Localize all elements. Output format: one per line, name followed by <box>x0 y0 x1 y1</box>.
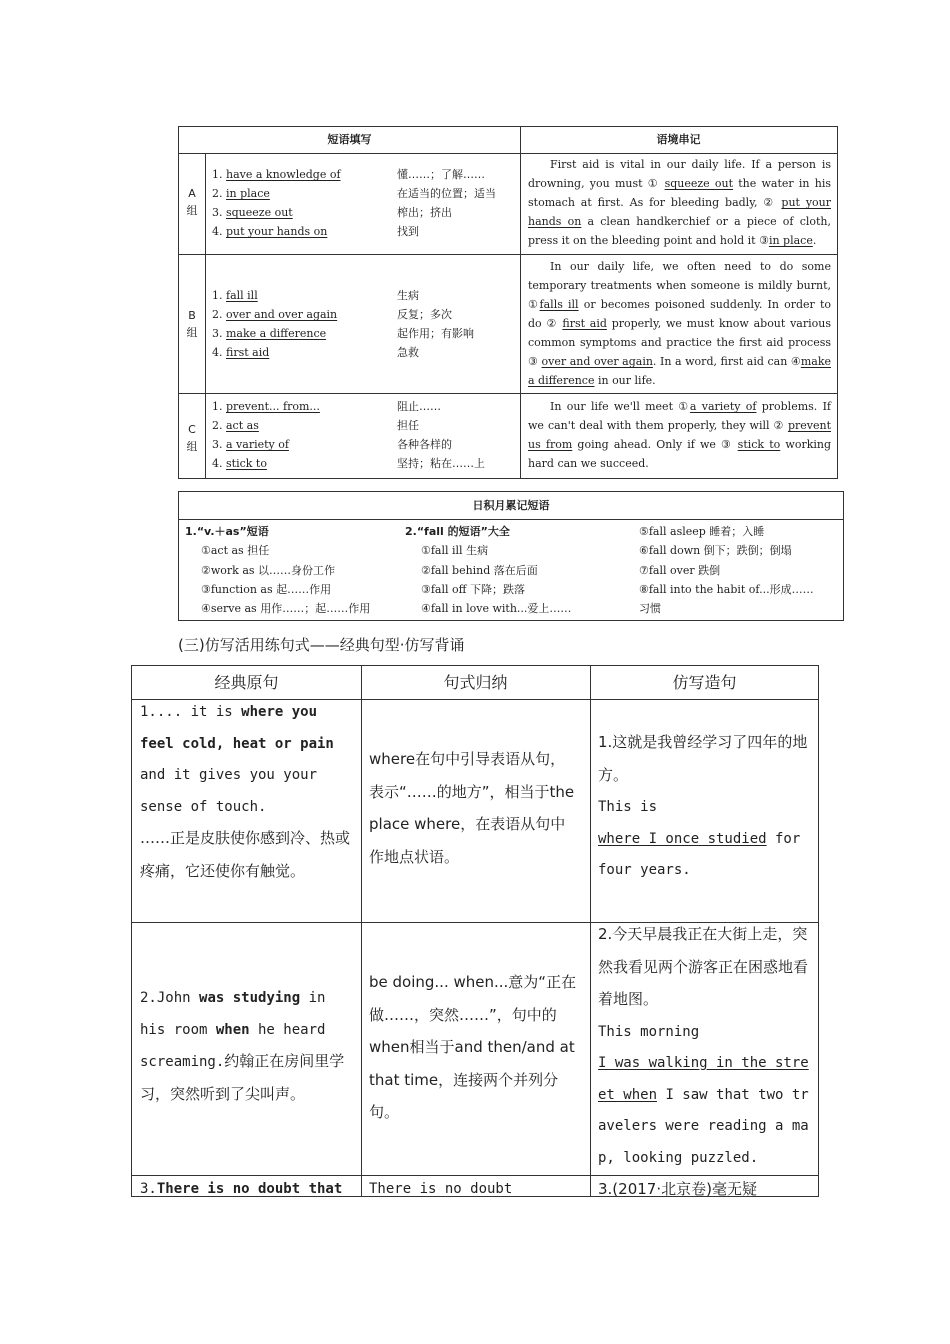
phrase-item: 4. stick to 坚持；粘在……上 <box>212 457 485 470</box>
row2-answer: I was walking in the street when <box>598 1055 809 1103</box>
row1-pattern: where在句中引导表语从句，表示“……的地方”，相当于the place where，在表语从句中作地点状语。 <box>369 750 575 866</box>
phrase-chinese: 阻止…… <box>397 400 441 413</box>
phrase-chinese: 懂……；了解…… <box>397 168 485 181</box>
header-original: 经典原句 <box>214 673 279 692</box>
phrase-entry: ④serve as 用作……；起……作用 <box>201 602 371 616</box>
col-fall-more <box>639 522 814 618</box>
phrase-english: first aid <box>226 346 270 359</box>
phrase-entry: ④fall in love with...爱上…… <box>421 602 572 616</box>
answer-blank: first aid <box>562 317 607 330</box>
phrase-entry: 习惯 <box>639 602 661 616</box>
context-paragraph: In our life we'll meet ①a variety of problems. If we can't deal with them properly, they will ② prevent us from going ahead. Only if we ③ stick to working hard can we succeed. <box>528 400 832 470</box>
phrase-chinese: 担任 <box>397 419 419 432</box>
row3-original: 3.There is no doubt that <box>140 1181 343 1197</box>
phrase-entry: ⑥fall down 倒下；跌倒；倒塌 <box>639 544 792 558</box>
phrase-entry: ①act as 担任 <box>201 544 270 558</box>
phrase-item: 2. act as 担任 <box>212 419 419 432</box>
header-phrase-fill: 短语填写 <box>179 127 520 154</box>
phrase-chinese: 坚持；粘在……上 <box>397 457 485 470</box>
phrase-item: 2. in place 在适当的位置；适当 <box>212 187 496 200</box>
phrase-chinese: 榨出；挤出 <box>397 206 452 219</box>
row1-original: 1.... it is where you feel cold, heat or pain and it gives you your sense of touch. ……正是皮肤使你感到冷、热或疼痛，它还使你有触觉。 <box>140 704 351 880</box>
phrase-item: 4. first aid 急救 <box>212 346 419 359</box>
phrase-english: act as <box>226 419 259 432</box>
phrase-chinese: 各种各样的 <box>397 438 452 451</box>
phrase-chinese: 找到 <box>397 225 419 238</box>
header-pattern: 句式归纳 <box>443 673 508 692</box>
phrase-english: fall ill <box>226 289 258 302</box>
phrase-list <box>212 165 512 241</box>
phrase-table: 短语填写 语境串记 A 组 1. have a knowledge of 懂……；了解…… 2. in place 在适当的位置；适当 3. squeeze out 榨出；挤出 4. put your hands on 找到 First aid is vital in our daily life. If a person is drowning, you must ① squeeze out the water in his stomach at first. As for bleeding badly, ② put your hands on a clean handkerchief or a piece of cloth, press it on the bleeding point and hold it ③in place. B 组 1. fall ill 生病 2. over and over again 反复；多次 3. make a difference 起作用；有影响 4. first aid 急救 In our daily life, we often need to do some temporary treatments when someone is mildly burnt, ①falls ill or becomes poisoned suddenly. In order to do ② first aid properly, we must know about various common symptoms and practice the first aid process ③ over and over again. In a word, first aid can ④make a difference in our life. C 组 1. prevent... from... 阻止…… 2. act as 担任 3. a variety of 各种各样的 4. stick to 坚持；粘在……上 In our life we'll meet ①a variety of problems. If we can't deal with them properly, they will ② prevent us from going ahead. Only if we ③ stick to working hard can we succeed. <box>178 126 838 479</box>
phrase-english: squeeze out <box>226 206 293 219</box>
phrase-entry: ③function as 起……作用 <box>201 582 332 596</box>
phrase-entry: ③fall off 下降；跌落 <box>421 582 525 596</box>
col-v-as: 1.“v.＋as”短语 ①act as 担任 ②work as 以……身份工作 ③function as 起……作用 ④serve as 用作……；起……作用 <box>185 522 370 618</box>
phrase-english: make a difference <box>226 327 327 340</box>
phrase-chinese: 急救 <box>397 346 419 359</box>
answer-blank: over and over again <box>541 355 653 368</box>
phrase-item: 3. squeeze out 榨出；挤出 <box>212 206 452 219</box>
phrase-item: 4. put your hands on 找到 <box>212 225 419 238</box>
phrase-entry: ⑤fall asleep 睡着；入睡 <box>639 525 765 538</box>
row1-imitation: 1.这就是我曾经学习了四年的地方。 This is where I once studied for four years. <box>598 733 808 878</box>
phrase-item: 1. fall ill 生病 <box>212 289 419 302</box>
row2-pattern: be doing... when...意为“正在做……，突然……”，句中的when相当于and then/and at that time，连接两个并列分句。 <box>369 973 577 1121</box>
row3-pattern: There is no doubt <box>369 1181 513 1197</box>
context-paragraph: In our daily life, we often need to do some temporary treatments when someone is mildly burnt, ①falls ill or becomes poisoned suddenly. In order to do ② first aid properly, we must know about various common symptoms and practice the first aid process ③ over and over again. In a word, first aid can ④make a difference in our life. <box>528 260 831 387</box>
section-title: (三)仿写活用练句式——经典句型·仿写背诵 <box>178 636 465 654</box>
answer-blank: prevent us from <box>528 419 831 451</box>
phrase-item: 3. make a difference 起作用；有影响 <box>212 327 474 340</box>
row1-answer: where I once studied <box>598 830 767 847</box>
answer-blank: falls ill <box>539 298 579 311</box>
phrase-entry: ②work as 以……身份工作 <box>201 563 336 577</box>
answer-blank: in place <box>768 234 813 247</box>
phrase-entry: ②fall behind 落在后面 <box>421 563 538 577</box>
row2-imitation: 2.今天早晨我正在大街上走，突然我看见两个游客正在困惑地看着地图。 This morning I was walking in the street when I saw that two travelers were reading a map, looking puzzled. <box>598 925 809 1166</box>
phrase-chinese: 生病 <box>397 289 419 302</box>
answer-blank: put your hands on <box>528 196 831 228</box>
phrase-entry: ①fall ill 生病 <box>421 544 489 558</box>
phrase-english: put your hands on <box>226 225 328 238</box>
phrase-item: 1. prevent... from... 阻止…… <box>212 400 441 413</box>
phrase-english: stick to <box>226 457 267 470</box>
row3-imitation: 3.(2017·北京卷)毫无疑 <box>598 1180 757 1197</box>
phrase-entry: ⑧fall into the habit of...形成…… <box>639 582 814 596</box>
daily-phrases-header: 日积月累记短语 <box>179 492 843 520</box>
daily-phrases-table <box>178 491 844 621</box>
phrase-english: a variety of <box>226 438 289 451</box>
phrase-item: 2. over and over again 反复；多次 <box>212 308 452 321</box>
phrase-english: over and over again <box>226 308 338 321</box>
phrase-chinese: 起作用；有影响 <box>397 327 474 340</box>
context-paragraph: First aid is vital in our daily life. If a person is drowning, you must ① squeeze out the water in his stomach at first. As for bleeding badly, ② put your hands on a clean handkerchief or a piece of cloth, press it on the bleeding point and hold it ③in place. <box>528 158 831 247</box>
answer-blank: stick to <box>737 438 781 451</box>
phrase-english: have a knowledge of <box>226 168 341 181</box>
phrase-item: 3. a variety of 各种各样的 <box>212 438 452 451</box>
phrase-chinese: 反复；多次 <box>397 308 452 321</box>
phrase-list <box>212 397 512 473</box>
row2-original: 2.John was studying in his room when he heard screaming.约翰正在房间里学习，突然听到了尖叫声。 <box>140 990 345 1103</box>
col-fall: 2.“fall 的短语”大全 ①fall ill 生病 ②fall behind 落在后面 ③fall off 下降；跌落 ④fall in love with...爱上…… <box>405 522 571 618</box>
header-context-memory: 语境串记 <box>520 127 837 154</box>
header-imitation: 仿写造句 <box>672 673 737 692</box>
phrase-item: 1. have a knowledge of 懂……；了解…… <box>212 168 485 181</box>
phrase-entry: ⑦fall over 跌倒 <box>639 563 721 577</box>
phrase-english: prevent... from... <box>226 400 320 413</box>
phrase-list <box>212 286 512 362</box>
phrase-english: in place <box>226 187 270 200</box>
answer-blank: a variety of <box>689 400 757 413</box>
phrase-chinese: 在适当的位置；适当 <box>397 187 496 200</box>
answer-blank: squeeze out <box>664 177 734 190</box>
answer-blank: make a difference <box>528 355 831 387</box>
sentence-pattern-table <box>131 665 819 1197</box>
